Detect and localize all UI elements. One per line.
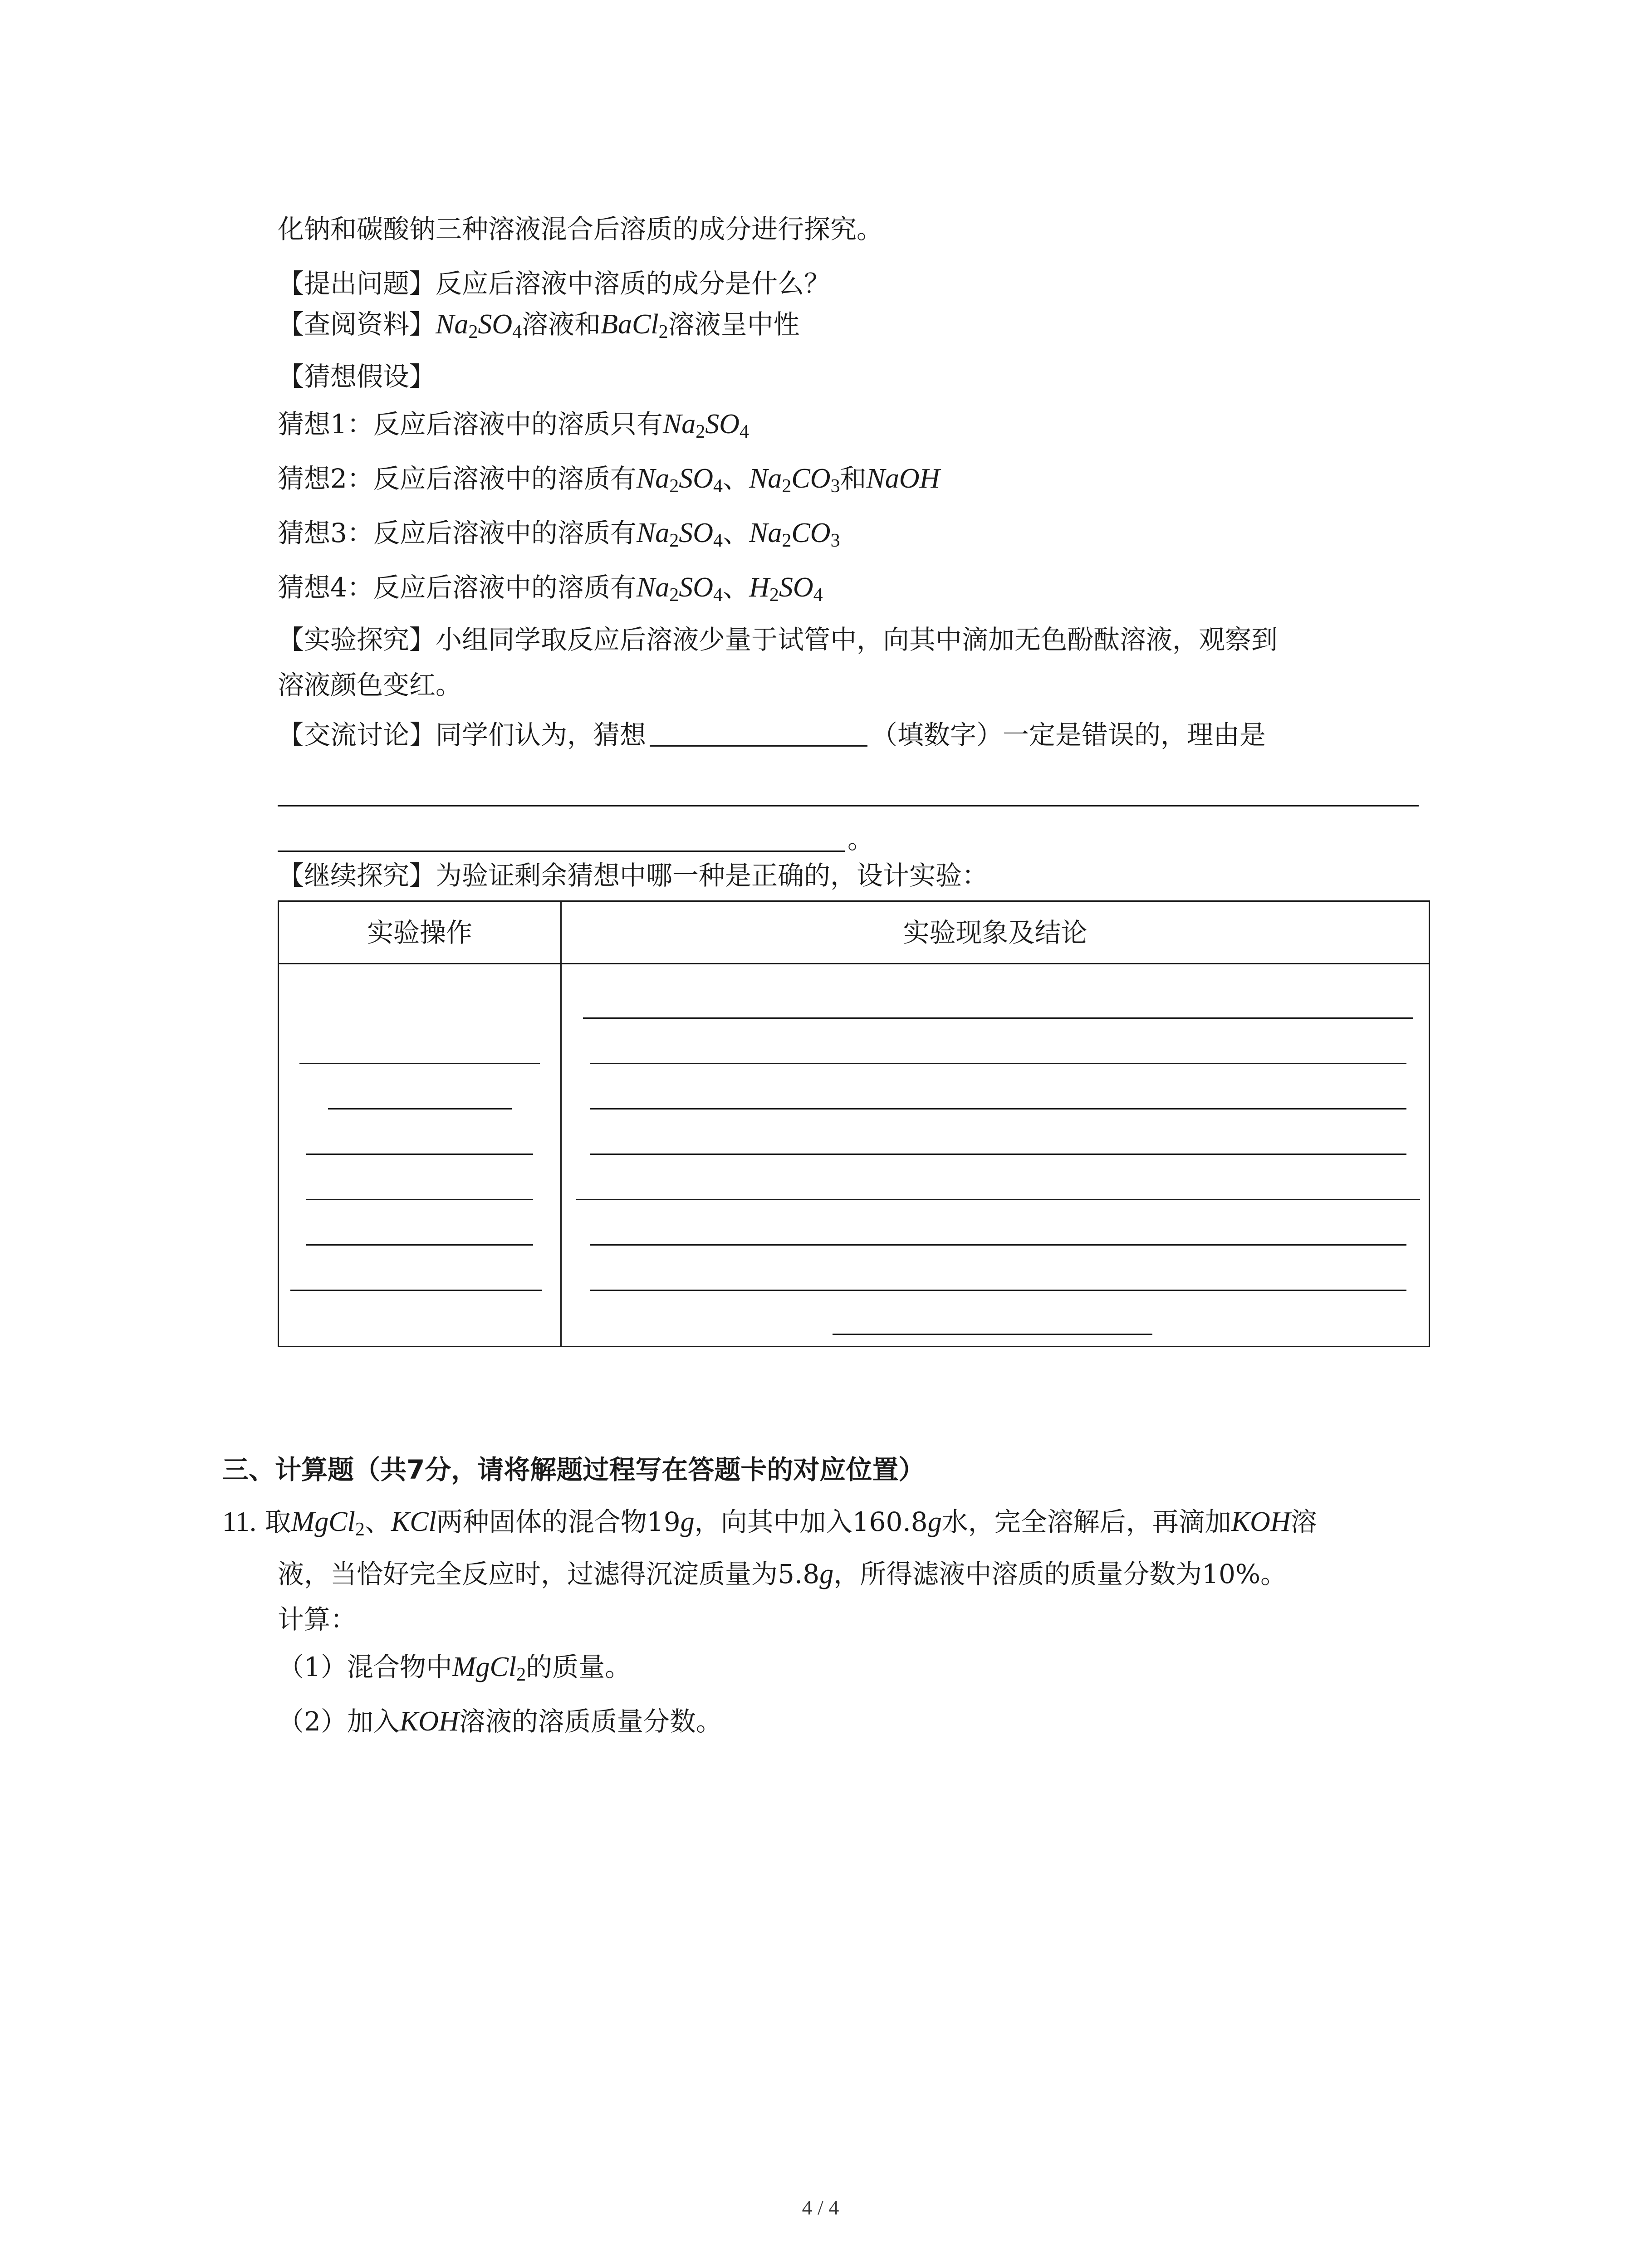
operation-answer-line[interactable] bbox=[290, 1290, 542, 1291]
table-header-divider bbox=[279, 963, 1429, 964]
hypothesis-1: 猜想1：反应后溶液中的溶质只有$Na_2SO_4$ bbox=[278, 409, 749, 442]
hypothesis-2: 猜想2：反应后溶液中的溶质有$Na_2SO_4$、$Na_2CO_3$和NaOH bbox=[278, 463, 940, 497]
question-11-line-2: 液，当恰好完全反应时，过滤得沉淀质量为5.8g，所得滤液中溶质的质量分数为10%。 bbox=[278, 1559, 1287, 1589]
reason-answer-line-2[interactable] bbox=[278, 850, 845, 852]
text-line-question: 【提出问题】反应后溶液中溶质的成分是什么？ bbox=[278, 268, 831, 299]
operation-answer-line[interactable] bbox=[328, 1108, 512, 1110]
question-11-part-1: （1）混合物中MgCl$_2$的质量。 bbox=[278, 1652, 632, 1685]
text-line-reference: 【查阅资料】$Na_2SO_4$溶液和BaCl$_2$溶液呈中性 bbox=[278, 309, 800, 342]
question-11-calc-label: 计算： bbox=[278, 1604, 357, 1635]
operation-answer-line[interactable] bbox=[306, 1244, 533, 1246]
text-line-hypothesis-title: 【猜想假设】 bbox=[278, 361, 436, 392]
operation-answer-line[interactable] bbox=[306, 1154, 533, 1155]
result-answer-line[interactable] bbox=[590, 1108, 1406, 1110]
question-11-part-2: （2）加入KOH溶液的溶质质量分数。 bbox=[278, 1706, 722, 1737]
result-answer-line[interactable] bbox=[833, 1334, 1152, 1335]
operation-answer-line[interactable] bbox=[306, 1199, 533, 1200]
text-line-1: 化钠和碳酸钠三种溶液混合后溶质的成分进行探究。 bbox=[278, 214, 883, 244]
result-answer-line[interactable] bbox=[576, 1199, 1420, 1200]
experiment-table bbox=[278, 900, 1430, 1347]
reason-period: 。 bbox=[847, 824, 874, 855]
result-answer-line[interactable] bbox=[590, 1063, 1406, 1064]
result-answer-line[interactable] bbox=[590, 1154, 1406, 1155]
formula-bacl2: BaCl$_2$ bbox=[601, 309, 668, 342]
discussion-line: 【交流讨论】同学们认为，猜想 （填数字）一定是错误的，理由是 bbox=[278, 719, 1266, 750]
table-column-divider bbox=[560, 902, 562, 1346]
result-answer-line[interactable] bbox=[583, 1017, 1413, 1019]
table-header-result: 实验现象及结论 bbox=[903, 917, 1087, 948]
question-11-line-1: 11. 取MgCl$_2$、KCl两种固体的混合物19g，向其中加入160.8g水，完全溶解后，再滴加KOH溶 bbox=[222, 1506, 1317, 1540]
section-heading-calculation: 三、计算题（共7分，请将解题过程写在答题卡的对应位置） bbox=[222, 1454, 925, 1485]
experiment-line-2: 溶液颜色变红。 bbox=[278, 670, 462, 700]
result-answer-line[interactable] bbox=[590, 1290, 1406, 1291]
table-header-operation: 实验操作 bbox=[367, 917, 472, 948]
result-answer-line[interactable] bbox=[590, 1244, 1406, 1246]
continue-line: 【继续探究】为验证剩余猜想中哪一种是正确的，设计实验： bbox=[278, 860, 989, 891]
experiment-line-1: 【实验探究】小组同学取反应后溶液少量于试管中，向其中滴加无色酚酞溶液，观察到 bbox=[278, 624, 1278, 655]
formula-na2so4: $Na_2SO_4$ bbox=[436, 309, 522, 342]
operation-answer-line[interactable] bbox=[299, 1063, 540, 1064]
hypothesis-number-blank[interactable] bbox=[650, 719, 867, 747]
hypothesis-3: 猜想3：反应后溶液中的溶质有$Na_2SO_4$、$Na_2CO_3$ bbox=[278, 518, 840, 551]
reason-answer-line-1[interactable] bbox=[278, 805, 1419, 807]
page-number: 4 / 4 bbox=[802, 2196, 839, 2219]
hypothesis-4: 猜想4：反应后溶液中的溶质有$Na_2SO_4$、$H_2SO_4$ bbox=[278, 572, 823, 606]
